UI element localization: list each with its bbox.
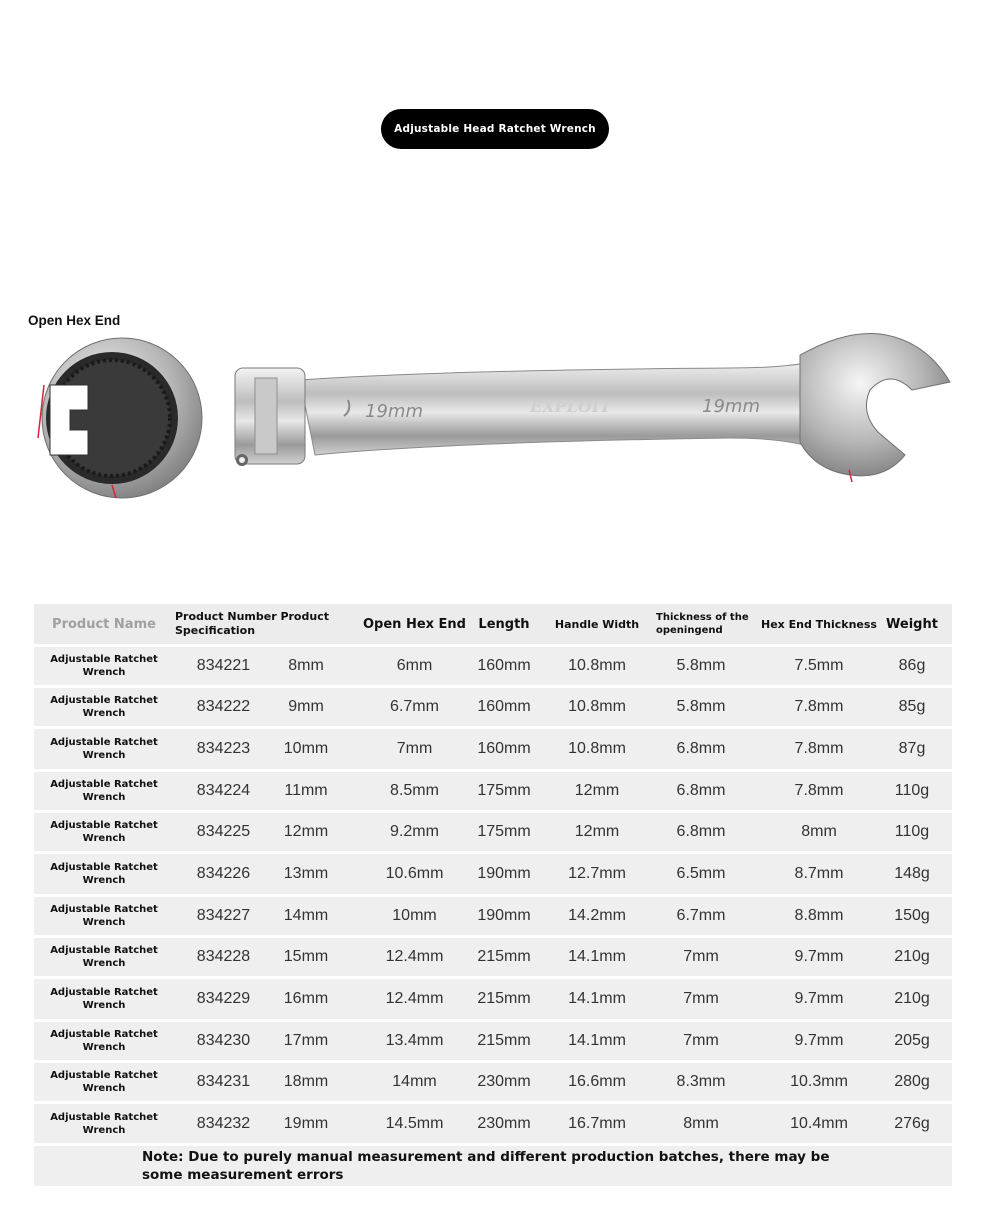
- product-number-cell: 834223: [196, 740, 251, 757]
- hex-thickness-cell: 9.7mm: [794, 1032, 844, 1049]
- header-product-name: Product Name: [52, 616, 156, 632]
- handle-width-cell: 10.8mm: [568, 740, 626, 757]
- length-cell: 175mm: [477, 782, 531, 799]
- product-name-cell: Adjustable Ratchet Wrench: [50, 654, 158, 678]
- spec-cell: 17mm: [283, 1032, 329, 1049]
- spec-cell: 15mm: [283, 948, 329, 965]
- spec-cell: 12mm: [283, 823, 329, 840]
- hex-thickness-cell: 10.3mm: [790, 1073, 848, 1090]
- open-hex-cell: 10.6mm: [385, 865, 444, 882]
- product-name-cell: Adjustable Ratchet Wrench: [50, 862, 158, 886]
- spec-table: [34, 604, 952, 1186]
- weight-cell: 276g: [894, 1114, 930, 1132]
- weight-cell: 210g: [894, 948, 930, 965]
- open-hex-cell: 12.4mm: [385, 948, 444, 965]
- weight-cell: 205g: [894, 1032, 930, 1049]
- table-row: [34, 1063, 952, 1101]
- spec-cell: 9mm: [288, 698, 324, 715]
- header-weight: Weight: [886, 616, 938, 632]
- product-number-cell: 834222: [196, 698, 251, 715]
- hex-thickness-cell: 9.7mm: [794, 990, 844, 1007]
- spec-cell: 13mm: [283, 865, 329, 882]
- thickness-opening-cell: 7mm: [683, 1032, 719, 1049]
- length-cell: 215mm: [477, 948, 531, 965]
- product-name-cell: Adjustable Ratchet Wrench: [50, 1070, 158, 1094]
- thickness-opening-cell: 7mm: [683, 948, 719, 965]
- header-open-hex: Open Hex End: [362, 616, 466, 632]
- length-cell: 175mm: [477, 823, 531, 840]
- header-handle-width: Handle Width: [554, 617, 640, 631]
- product-number-cell: 834229: [196, 990, 251, 1007]
- product-name-cell: Adjustable Ratchet Wrench: [50, 945, 158, 969]
- handle-width-cell: 16.6mm: [568, 1073, 626, 1090]
- product-name-cell: Adjustable Ratchet Wrench: [50, 695, 158, 719]
- length-cell: 160mm: [477, 698, 531, 715]
- hex-thickness-cell: 7.8mm: [794, 698, 844, 715]
- header-hex-thickness: Hex End Thickness: [761, 617, 877, 631]
- thickness-opening-cell: 6.8mm: [676, 823, 726, 840]
- weight-cell: 87g: [898, 740, 926, 757]
- open-hex-end-callout: Open Hex End: [28, 313, 121, 328]
- handle-width-cell: 16.7mm: [568, 1114, 626, 1132]
- product-name-cell: Adjustable Ratchet Wrench: [50, 1111, 158, 1136]
- spec-cell: 14mm: [283, 907, 329, 924]
- measurement-note: Note: Due to purely manual measurement and different production batches, there may be some measurement errors: [142, 1149, 830, 1183]
- length-cell: 160mm: [477, 740, 531, 757]
- open-hex-cell: 14.5mm: [385, 1114, 444, 1132]
- hex-thickness-cell: 8.7mm: [794, 865, 844, 882]
- product-number-cell: 834225: [196, 823, 251, 840]
- length-cell: 190mm: [477, 865, 531, 882]
- hex-thickness-cell: 7.8mm: [794, 740, 844, 757]
- thickness-opening-cell: 5.8mm: [676, 657, 726, 674]
- table-row: [34, 1022, 952, 1060]
- thickness-opening-cell: 5.8mm: [676, 698, 726, 715]
- weight-cell: 148g: [894, 865, 930, 882]
- table-row: [34, 1104, 952, 1143]
- product-number-cell: 834232: [196, 1114, 251, 1132]
- table-row: [34, 813, 952, 851]
- product-number-cell: 834230: [196, 1032, 251, 1049]
- open-hex-cell: 6.7mm: [390, 698, 439, 715]
- weight-cell: 210g: [894, 990, 930, 1007]
- length-cell: 215mm: [477, 990, 531, 1007]
- weight-cell: 86g: [898, 657, 926, 674]
- thickness-opening-cell: 8.3mm: [676, 1073, 726, 1090]
- handle-width-cell: 14.1mm: [568, 948, 626, 965]
- product-number-cell: 834231: [196, 1073, 251, 1090]
- hex-thickness-cell: 8.8mm: [794, 907, 844, 924]
- open-hex-cell: 13.4mm: [385, 1032, 444, 1049]
- product-number-cell: 834224: [196, 782, 251, 799]
- table-row: [34, 854, 952, 894]
- weight-cell: 110g: [894, 823, 930, 840]
- hex-thickness-cell: 9.7mm: [794, 948, 844, 965]
- length-cell: 190mm: [477, 907, 531, 924]
- wrench-size-left: 19mm: [365, 401, 423, 422]
- table-row: [34, 938, 952, 976]
- thickness-opening-cell: 6.5mm: [676, 865, 726, 882]
- handle-width-cell: 14.1mm: [568, 1032, 626, 1049]
- weight-cell: 150g: [894, 907, 930, 924]
- header-thickness-opening: Thickness of the openingend: [656, 612, 749, 636]
- table-row: [34, 979, 952, 1019]
- weight-cell: 110g: [894, 782, 930, 799]
- product-name-cell: Adjustable Ratchet Wrench: [50, 820, 158, 844]
- hex-thickness-cell: 8mm: [801, 823, 837, 840]
- product-name-cell: Adjustable Ratchet Wrench: [50, 779, 158, 803]
- product-number-cell: 834228: [196, 948, 251, 965]
- product-number-cell: 834227: [196, 907, 251, 924]
- handle-width-cell: 12.7mm: [568, 865, 626, 882]
- wrench-image: [30, 330, 960, 500]
- table-row: [34, 729, 952, 769]
- open-hex-cell: 8.5mm: [390, 782, 439, 799]
- hex-thickness-cell: 7.8mm: [794, 782, 844, 799]
- thickness-opening-cell: 7mm: [683, 990, 719, 1007]
- thickness-opening-cell: 6.7mm: [676, 907, 726, 924]
- length-cell: 230mm: [477, 1114, 531, 1132]
- open-hex-cell: 9.2mm: [390, 823, 439, 840]
- thickness-opening-cell: 8mm: [683, 1114, 719, 1132]
- wrench-size-right: 19mm: [702, 396, 760, 417]
- wrench-brand: EXPLOIT: [530, 397, 612, 416]
- handle-width-cell: 10.8mm: [568, 657, 626, 674]
- product-name-cell: Adjustable Ratchet Wrench: [50, 1029, 158, 1053]
- open-hex-cell: 12.4mm: [385, 990, 444, 1007]
- header-length: Length: [478, 616, 530, 632]
- weight-cell: 85g: [898, 698, 926, 715]
- product-number-cell: 834221: [196, 657, 251, 674]
- open-hex-cell: 14mm: [392, 1073, 437, 1090]
- product-number-cell: 834226: [196, 865, 251, 882]
- spec-cell: 16mm: [283, 990, 329, 1007]
- product-name-cell: Adjustable Ratchet Wrench: [50, 737, 158, 761]
- spec-cell: 19mm: [283, 1114, 329, 1132]
- spec-cell: 10mm: [283, 740, 329, 757]
- table-row: [34, 897, 952, 935]
- hex-thickness-cell: 7.5mm: [794, 657, 844, 674]
- spec-cell: 11mm: [284, 782, 328, 799]
- product-name-cell: Adjustable Ratchet Wrench: [50, 987, 158, 1011]
- open-hex-cell: 10mm: [392, 907, 437, 924]
- length-cell: 230mm: [477, 1073, 531, 1090]
- handle-width-cell: 10.8mm: [568, 698, 626, 715]
- open-hex-cell: 7mm: [396, 740, 433, 757]
- table-row: [34, 772, 952, 810]
- title-badge: Adjustable Head Ratchet Wrench: [381, 109, 609, 149]
- thickness-opening-cell: 6.8mm: [676, 782, 726, 799]
- thickness-opening-cell: 6.8mm: [676, 740, 726, 757]
- table-row: [34, 647, 952, 685]
- note-row: [34, 1146, 952, 1186]
- product-name-cell: Adjustable Ratchet Wrench: [50, 904, 158, 928]
- handle-width-cell: 12mm: [574, 823, 620, 840]
- length-cell: 215mm: [477, 1032, 531, 1049]
- length-cell: 160mm: [477, 657, 531, 674]
- handle-width-cell: 14.2mm: [568, 907, 626, 924]
- spec-cell: 18mm: [283, 1073, 329, 1090]
- weight-cell: 280g: [894, 1073, 930, 1090]
- handle-width-cell: 14.1mm: [568, 990, 626, 1007]
- spec-cell: 8mm: [288, 657, 324, 674]
- hex-thickness-cell: 10.4mm: [790, 1114, 848, 1132]
- header-number-spec: Product Number Product Specification: [175, 610, 329, 637]
- handle-width-cell: 12mm: [574, 782, 620, 799]
- open-hex-cell: 6mm: [396, 657, 433, 674]
- table-row: [34, 688, 952, 726]
- table-header-row: [34, 604, 952, 644]
